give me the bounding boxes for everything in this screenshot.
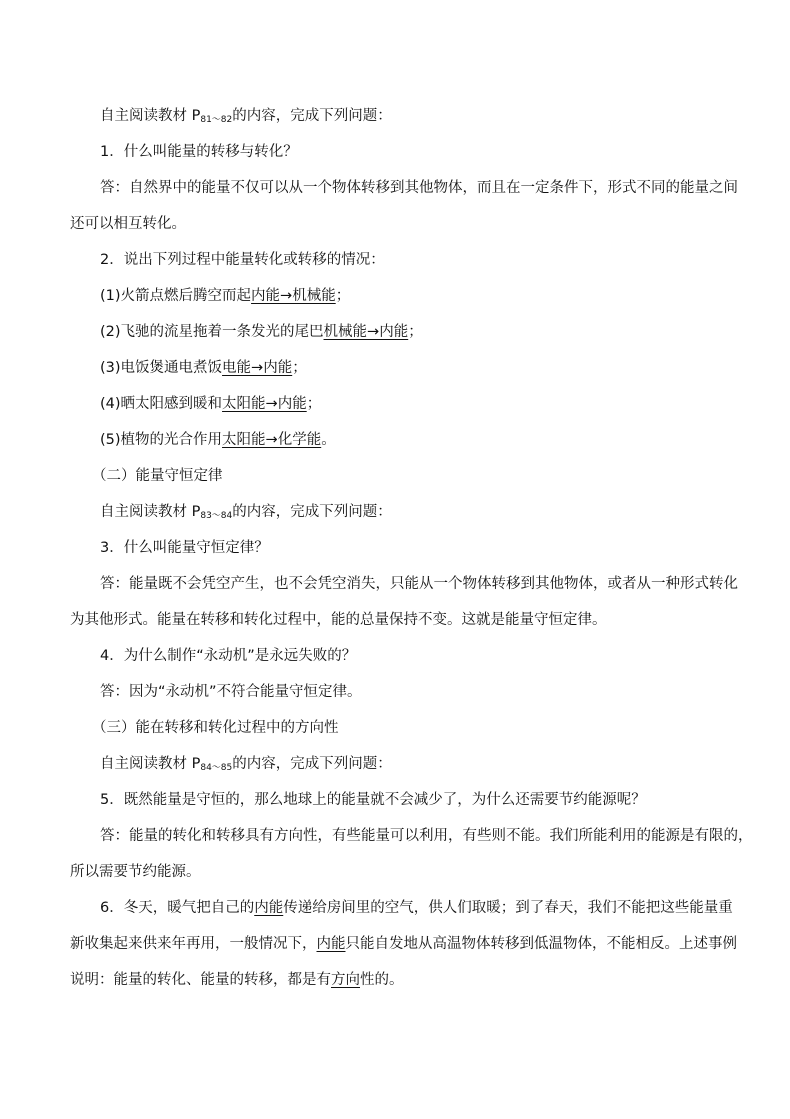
blank-answer: 内能→机械能 [251, 288, 336, 304]
blank-answer: 太阳能→化学能 [222, 432, 322, 448]
answer-5-line-1: 答：能量的转化和转移具有方向性，有些能量可以利用，有些则不能。我们所能利用的能源是有限的， [100, 828, 753, 844]
item-4: (4)晒太阳感到暖和太阳能→内能； [100, 396, 322, 412]
reading-instruction-1: 自主阅读教材 $P_{81\sim 82}$的内容，完成下列问题： [100, 108, 392, 125]
item-5: (5)植物的光合作用太阳能→化学能。 [100, 432, 336, 448]
question-6-line-2: 新收集起来供来年再用，一般情况下，内能只能自发地从高温物体转移到低温物体，不能相反。上述事例 [70, 936, 737, 952]
blank-answer: 内能 [316, 936, 346, 952]
blank-answer: 方向 [331, 972, 360, 988]
question-2: 2．说出下列过程中能量转化或转移的情况： [100, 252, 385, 268]
blank-answer: 太阳能→内能 [222, 396, 307, 412]
question-6-line-3: 说明：能量的转化、能量的转移，都是有方向性的。 [70, 972, 404, 988]
answer-3-line-2: 为其他形式。能量在转移和转化过程中，能的总量保持不变。这就是能量守恒定律。 [70, 612, 607, 628]
blank-answer: 电能→内能 [222, 360, 293, 376]
section-heading-2: （二）能量守恒定律 [92, 468, 223, 484]
item-1: (1)火箭点燃后腾空而起内能→机械能； [100, 288, 351, 304]
item-2: (2)飞驰的流星拖着一条发光的尾巴机械能→内能； [100, 324, 423, 340]
answer-4: 答：因为“永动机”不符合能量守恒定律。 [100, 684, 362, 700]
item-3: (3)电饭煲通电煮饭电能→内能； [100, 360, 307, 376]
question-3: 3．什么叫能量守恒定律？ [100, 540, 269, 556]
question-5: 5．既然能量是守恒的，那么地球上的能量就不会减少了，为什么还需要节约能源呢？ [100, 792, 646, 808]
section-heading-3: （三）能在转移和转化过程中的方向性 [92, 720, 339, 736]
question-4: 4．为什么制作“永动机”是永远失败的？ [100, 648, 357, 664]
blank-answer: 机械能→内能 [323, 324, 409, 340]
answer-1-line-2: 还可以相互转化。 [70, 216, 186, 232]
answer-5-line-2: 所以需要节约能源。 [70, 864, 201, 880]
blank-answer: 内能 [254, 900, 284, 916]
reading-instruction-2: 自主阅读教材 $P_{83\sim 84}$的内容，完成下列问题： [100, 504, 392, 521]
question-6-line-1: 6．冬天，暖气把自己的内能传递给房间里的空气，供人们取暖；到了春天，我们不能把这些能量重 [100, 900, 733, 916]
question-1: 1．什么叫能量的转移与转化？ [100, 144, 298, 160]
answer-3-line-1: 答：能量既不会凭空产生，也不会凭空消失，只能从一个物体转移到其他物体，或者从一种形式转化 [100, 576, 738, 592]
reading-instruction-3: 自主阅读教材 $P_{84\sim 85}$的内容，完成下列问题： [100, 756, 392, 773]
answer-1-line-1: 答：自然界中的能量不仅可以从一个物体转移到其他物体，而且在一定条件下，形式不同的能量之间 [100, 180, 738, 196]
